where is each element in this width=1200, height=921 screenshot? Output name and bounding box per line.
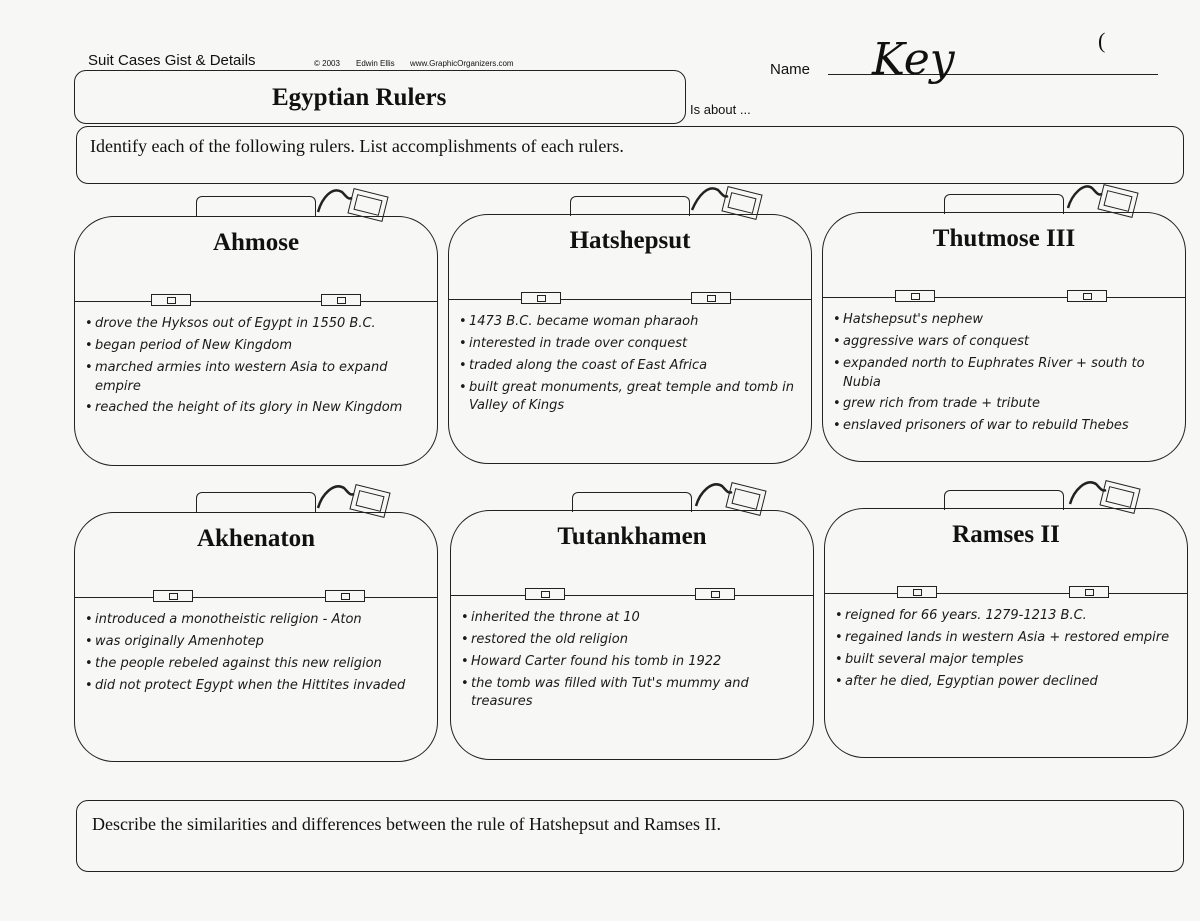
note-item: • was originally Amenhotep	[85, 633, 429, 652]
ruler-name: Thutmose III	[932, 225, 1076, 252]
note-item: • expanded north to Euphrates River + south to Nubia	[833, 355, 1177, 393]
suitcase-tutankhamen	[450, 510, 814, 760]
is-about-label: Is about ...	[690, 102, 751, 117]
suitcase-ramses-ii	[824, 508, 1188, 758]
latch-icon	[151, 294, 191, 306]
ruler-name: Tutankhamen	[557, 523, 707, 550]
latch-icon	[897, 586, 937, 598]
note-item: • regained lands in western Asia + restored empire	[835, 629, 1179, 648]
notes-list	[85, 611, 429, 698]
suitcase-hatshepsut	[448, 214, 812, 464]
suitcase-handle	[572, 492, 692, 512]
suitcase-handle	[944, 194, 1064, 214]
instruction-text: Identify each of the following rulers. List accomplishments of each rulers.	[90, 136, 624, 156]
comparison-prompt: Describe the similarities and differences between the rule of Hatshepsut and Ramses II.	[92, 814, 721, 834]
topic-title: Egyptian Rulers	[272, 84, 447, 111]
note-item: • Howard Carter found his tomb in 1922	[461, 653, 805, 672]
suitcase-handle	[196, 196, 316, 216]
suitcase-divider	[75, 301, 437, 302]
latch-icon	[895, 290, 935, 302]
suitcase-handle	[196, 492, 316, 512]
note-item: • drove the Hyksos out of Egypt in 1550 B.C.	[85, 315, 429, 334]
notes-list	[459, 313, 803, 419]
latch-icon	[1069, 586, 1109, 598]
ruler-name: Akhenaton	[196, 525, 316, 552]
notes-list	[85, 315, 429, 421]
suitcase-divider	[825, 593, 1187, 594]
note-item: • marched armies into western Asia to expand empire	[85, 359, 429, 397]
latch-icon	[525, 588, 565, 600]
latch-icon	[321, 294, 361, 306]
latch-icon	[325, 590, 365, 602]
note-item: • interested in trade over conquest	[459, 335, 803, 354]
note-item: • the people rebeled against this new religion	[85, 655, 429, 674]
note-item: • Hatshepsut's nephew	[833, 311, 1177, 330]
note-item: • aggressive wars of conquest	[833, 333, 1177, 352]
suitcase-ahmose	[74, 216, 438, 466]
note-item: • built great monuments, great temple and tomb in Valley of Kings	[459, 379, 803, 417]
latch-icon	[691, 292, 731, 304]
name-label: Name	[770, 61, 811, 78]
suitcase-thutmose-iii	[822, 212, 1186, 462]
note-item: • introduced a monotheistic religion - Aton	[85, 611, 429, 630]
ruler-name: Ramses II	[952, 521, 1060, 548]
note-item: • enslaved prisoners of war to rebuild Thebes	[833, 417, 1177, 436]
note-item: • grew rich from trade + tribute	[833, 395, 1177, 414]
suitcase-divider	[451, 595, 813, 596]
note-item: • the tomb was filled with Tut's mummy and treasures	[461, 675, 805, 713]
latch-icon	[153, 590, 193, 602]
note-item: • 1473 B.C. became woman pharaoh	[459, 313, 803, 332]
latch-icon	[1067, 290, 1107, 302]
note-item: • restored the old religion	[461, 631, 805, 650]
suitcase-divider	[823, 297, 1185, 298]
note-item: • reigned for 66 years. 1279-1213 B.C.	[835, 607, 1179, 626]
copyright: © 2003	[314, 59, 340, 68]
name-value[interactable]: Key	[872, 34, 955, 85]
suitcase-divider	[75, 597, 437, 598]
note-item: • began period of New Kingdom	[85, 337, 429, 356]
suitcase-handle	[570, 196, 690, 216]
corner-mark: (	[1098, 28, 1106, 53]
author: Edwin Ellis	[356, 59, 395, 68]
latch-icon	[521, 292, 561, 304]
note-item: • built several major temples	[835, 651, 1179, 670]
notes-list	[461, 609, 805, 715]
notes-list	[835, 607, 1179, 694]
suitcase-handle	[944, 490, 1064, 510]
suitcase-divider	[449, 299, 811, 300]
note-item: • inherited the throne at 10	[461, 609, 805, 628]
note-item: • did not protect Egypt when the Hittites invaded	[85, 677, 429, 696]
latch-icon	[695, 588, 735, 600]
notes-list	[833, 311, 1177, 439]
form-title: Suit Cases Gist & Details	[88, 52, 256, 69]
ruler-name: Ahmose	[212, 229, 300, 256]
note-item: • traded along the coast of East Africa	[459, 357, 803, 376]
ruler-name: Hatshepsut	[569, 227, 691, 254]
note-item: • after he died, Egyptian power declined	[835, 673, 1179, 692]
note-item: • reached the height of its glory in New Kingdom	[85, 399, 429, 418]
comparison-box[interactable]	[76, 800, 1184, 872]
website: www.GraphicOrganizers.com	[410, 59, 514, 68]
suitcase-akhenaton	[74, 512, 438, 762]
